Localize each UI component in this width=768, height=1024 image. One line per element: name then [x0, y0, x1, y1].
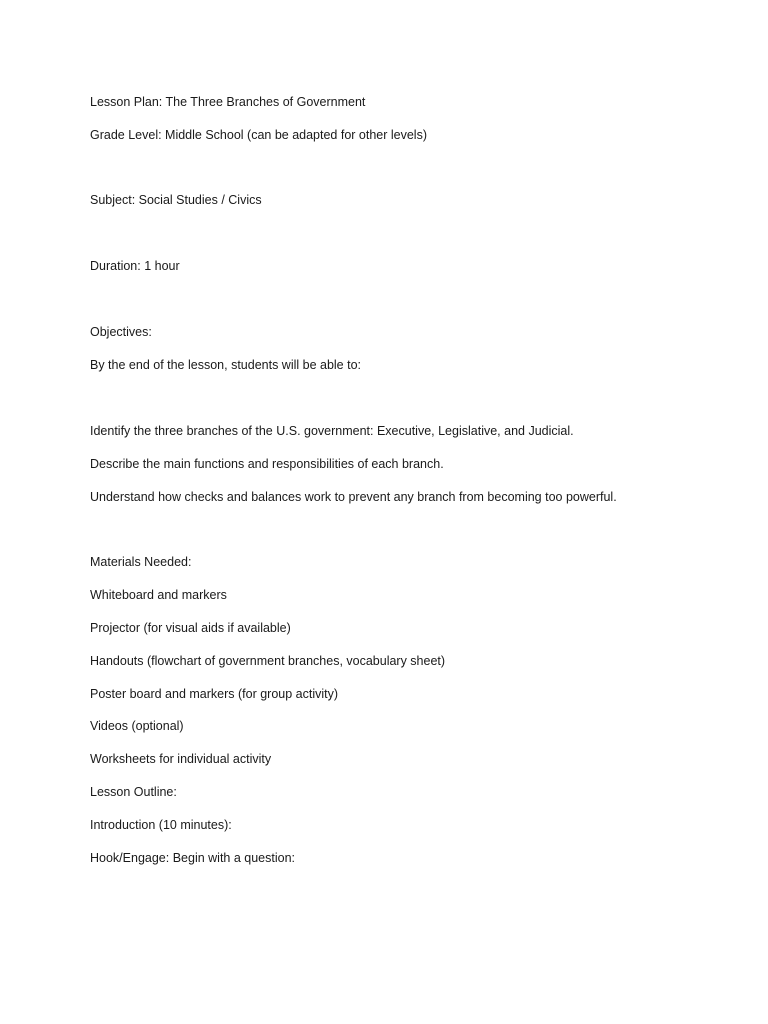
materials-heading: Materials Needed:: [90, 555, 192, 569]
lesson-plan-title: Lesson Plan: The Three Branches of Government: [90, 95, 366, 109]
materials-item-videos: Videos (optional): [90, 719, 184, 733]
introduction-heading: Introduction (10 minutes):: [90, 818, 232, 832]
objective-item-understand: Understand how checks and balances work to prevent any branch from becoming too powerful.: [90, 490, 617, 504]
materials-item-worksheets: Worksheets for individual activity: [90, 752, 272, 766]
lesson-outline-heading: Lesson Outline:: [90, 785, 177, 799]
subject-line: Subject: Social Studies / Civics: [90, 193, 262, 207]
materials-item-handouts: Handouts (flowchart of government branches, vocabulary sheet): [90, 654, 446, 668]
materials-item-whiteboard: Whiteboard and markers: [90, 588, 227, 602]
hook-engage-line: Hook/Engage: Begin with a question:: [90, 851, 295, 865]
materials-item-poster-board: Poster board and markers (for group activity): [90, 687, 339, 701]
objective-item-identify: Identify the three branches of the U.S. government: Executive, Legislative, and Judicial.: [90, 424, 574, 438]
objective-item-describe: Describe the main functions and responsibilities of each branch.: [90, 457, 444, 471]
duration-line: Duration: 1 hour: [90, 259, 180, 273]
objectives-heading: Objectives:: [90, 325, 152, 339]
materials-item-projector: Projector (for visual aids if available): [90, 621, 291, 635]
grade-level-line: Grade Level: Middle School (can be adapted for other levels): [90, 128, 427, 142]
objectives-intro: By the end of the lesson, students will be able to:: [90, 358, 362, 372]
